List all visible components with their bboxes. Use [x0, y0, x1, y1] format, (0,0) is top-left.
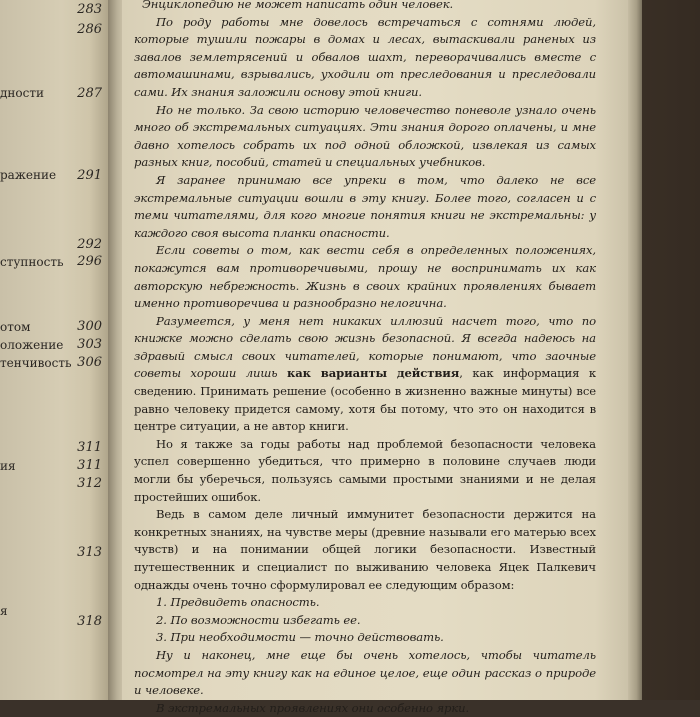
- paragraph: [134, 313, 596, 436]
- paragraph: По роду работы мне довелось встречаться с сотнями людей, которые тушили пожары в домах и лесах, вытаскивали раненых из завалов землетрясений и обвалов шахт, переворачивались вместе с автомашинами, взрывались, уходили от преследования и преследовали сами. Их знания заложили основу этой книги.: [134, 14, 596, 99]
- toc-entry-fragment: ступность: [0, 255, 64, 269]
- toc-page-number: 303: [77, 337, 102, 352]
- toc-page-number: 283: [77, 2, 102, 17]
- toc-page-number: 300: [77, 319, 102, 334]
- toc-page-number: 311: [77, 440, 102, 455]
- paragraph: Ну и наконец, мне еще бы очень хотелось, чтобы читатель посмотрел на эту книгу как на единое целое, еще один рассказ о природе и человеке.: [134, 647, 596, 698]
- toc-entry-fragment: ия: [0, 459, 16, 473]
- toc-page-number: 287: [77, 86, 102, 101]
- toc-entry-fragment: дности: [0, 86, 44, 100]
- toc-page-number: 313: [77, 545, 102, 560]
- list-item: 2. По возможности избегать ее.: [156, 612, 361, 627]
- paragraph: Но не только. За свою историю человечество поневоле узнало очень много об экстремальных ситуациях. Эти знания дорого оплачены, и мне давно хотелось собрать их под одной обложкой, извлекая из самых разных книг, пособий, статей и специальных учебников.: [134, 102, 596, 170]
- toc-entry-fragment: оложение: [0, 338, 64, 352]
- paragraph: Ведь в самом деле личный иммунитет безопасности держится на конкретных знаниях, на чувстве меры (древние называли его матерью всех чувств) и на понимании общей логики безопасности. Известный путешественник и специалист по выживанию человека Яцек Палкевич однажды очень точно сформулировал ее следующим образом:: [134, 507, 596, 592]
- toc-entry-fragment: я: [0, 604, 8, 618]
- toc-page-number: 286: [77, 22, 102, 37]
- toc-page-number: 291: [77, 168, 102, 183]
- toc-page-number: 312: [77, 476, 102, 491]
- toc-page-number: 318: [77, 614, 102, 629]
- emphasis-text: как варианты действия: [286, 366, 460, 381]
- page-body-text: [134, 0, 596, 717]
- toc-page-number: 296: [77, 254, 102, 269]
- toc-page-number: 306: [77, 355, 102, 370]
- paragraph-text: , как информация к сведению. Принимать решение (особенно в жизненно важные минуты) все равно человеку придется самому, хотя бы потому, что это он находится в центре ситуации, а не автор книги.: [134, 366, 596, 434]
- paragraph: Но я также за годы работы над проблемой безопасности человека успел совершенно убедиться, что примерно в половине случаев люди могли бы уберечься, пользуясь самыми простыми знаниями и не делая простейших ошибок.: [134, 436, 596, 504]
- paragraph: В экстремальных проявлениях они особенно ярки.: [156, 700, 470, 715]
- list-item: 3. При необходимости — точно действовать.: [156, 630, 444, 645]
- toc-page-number: 311: [77, 458, 102, 473]
- toc-page-number: 292: [77, 237, 102, 252]
- toc-entry-fragment: ражение: [0, 168, 57, 182]
- list-item: 1. Предвидеть опасность.: [156, 595, 320, 610]
- toc-entry-fragment: отом: [0, 320, 31, 334]
- toc-entry-fragment: тенчивость: [0, 356, 72, 370]
- paragraph: Я заранее принимаю все упреки в том, что далеко не все экстремальные ситуации вошли в эту книгу. Более того, согласен и с теми читателями, для кого многие понятия книги не экстремальны: у каждого своя высота планки опасности.: [134, 172, 596, 240]
- left-page-toc: [0, 0, 112, 700]
- paragraph: Если советы о том, как вести себя в определенных положениях, покажутся вам противоречивыми, прошу не воспринимать их как авторскую небрежность. Жизнь в своих крайних проявлениях бывает именно противоречива и разнообразно нелогична.: [134, 243, 596, 311]
- page-edge-shadow: [628, 0, 642, 700]
- paragraph-text: Разумеется, у меня нет никаких иллюзий насчет того, что по книжке можно сделать свою жизнь безопасной. Я всегда надеюсь на здравый смысл своих читателей, которые понимают, что заочные советы хороши лишь: [134, 313, 596, 381]
- paragraph: Энциклопедию не может написать один человек.: [142, 0, 454, 11]
